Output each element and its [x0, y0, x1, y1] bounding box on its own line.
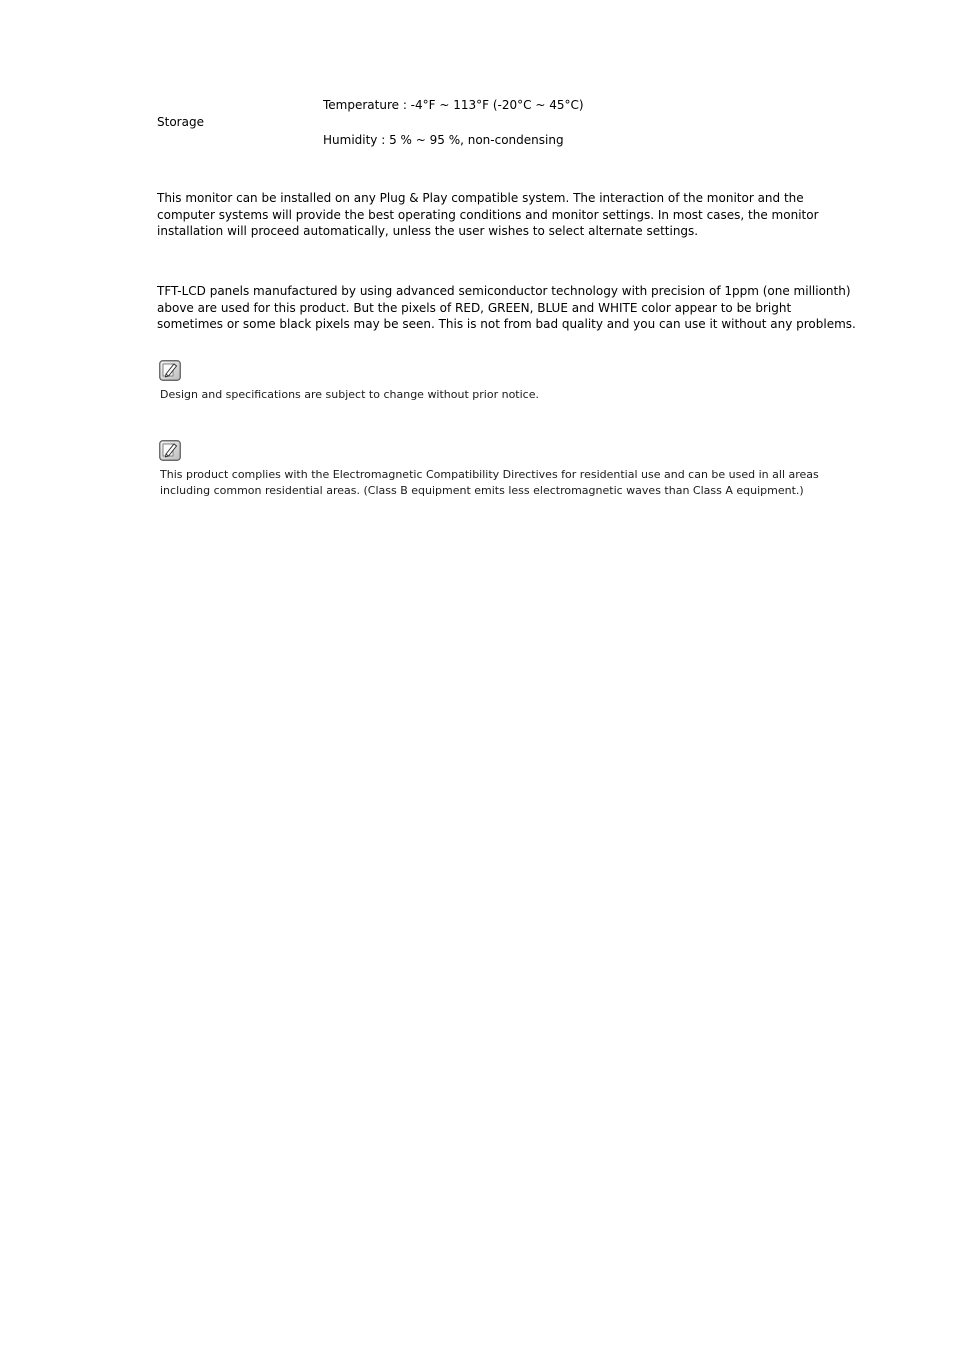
pixels-paragraph [157, 283, 856, 333]
paragraph-line: This monitor can be installed on any Plug & Play compatible system. The interaction of the monitor and the [157, 191, 804, 205]
paragraph-line: sometimes or some black pixels may be seen. This is not from bad quality and you can use it without any problems. [157, 317, 856, 332]
storage-label: Storage [157, 115, 204, 129]
note-text-specifications [160, 387, 539, 403]
note-line: This product complies with the Electromagnetic Compatibility Directives for residential use and can be used in all areas [160, 468, 819, 481]
note-pencil-icon [159, 360, 181, 381]
note-line: including common residential areas. (Class B equipment emits less electromagnetic waves than Class A equipment.) [160, 484, 804, 497]
paragraph-line: installation will proceed automatically, unless the user wishes to select alternate settings. [157, 224, 699, 239]
storage-temperature: Temperature : -4°F ~ 113°F (-20°C ~ 45°C) [323, 98, 584, 112]
note-line: Design and specifications are subject to change without prior notice. [160, 388, 539, 401]
note-text-emc [160, 467, 819, 499]
note-pencil-icon [159, 440, 181, 461]
paragraph-line: computer systems will provide the best operating conditions and monitor settings. In most cases, the monitor [157, 207, 819, 222]
plug-and-play-paragraph [157, 190, 817, 240]
storage-humidity: Humidity : 5 % ~ 95 %, non-condensing [323, 133, 564, 147]
paragraph-line: above are used for this product. But the pixels of RED, GREEN, BLUE and WHITE color appear to be bright [157, 300, 792, 315]
paragraph-line: TFT-LCD panels manufactured by using advanced semiconductor technology with precision of 1ppm (one millionth) [157, 284, 851, 298]
